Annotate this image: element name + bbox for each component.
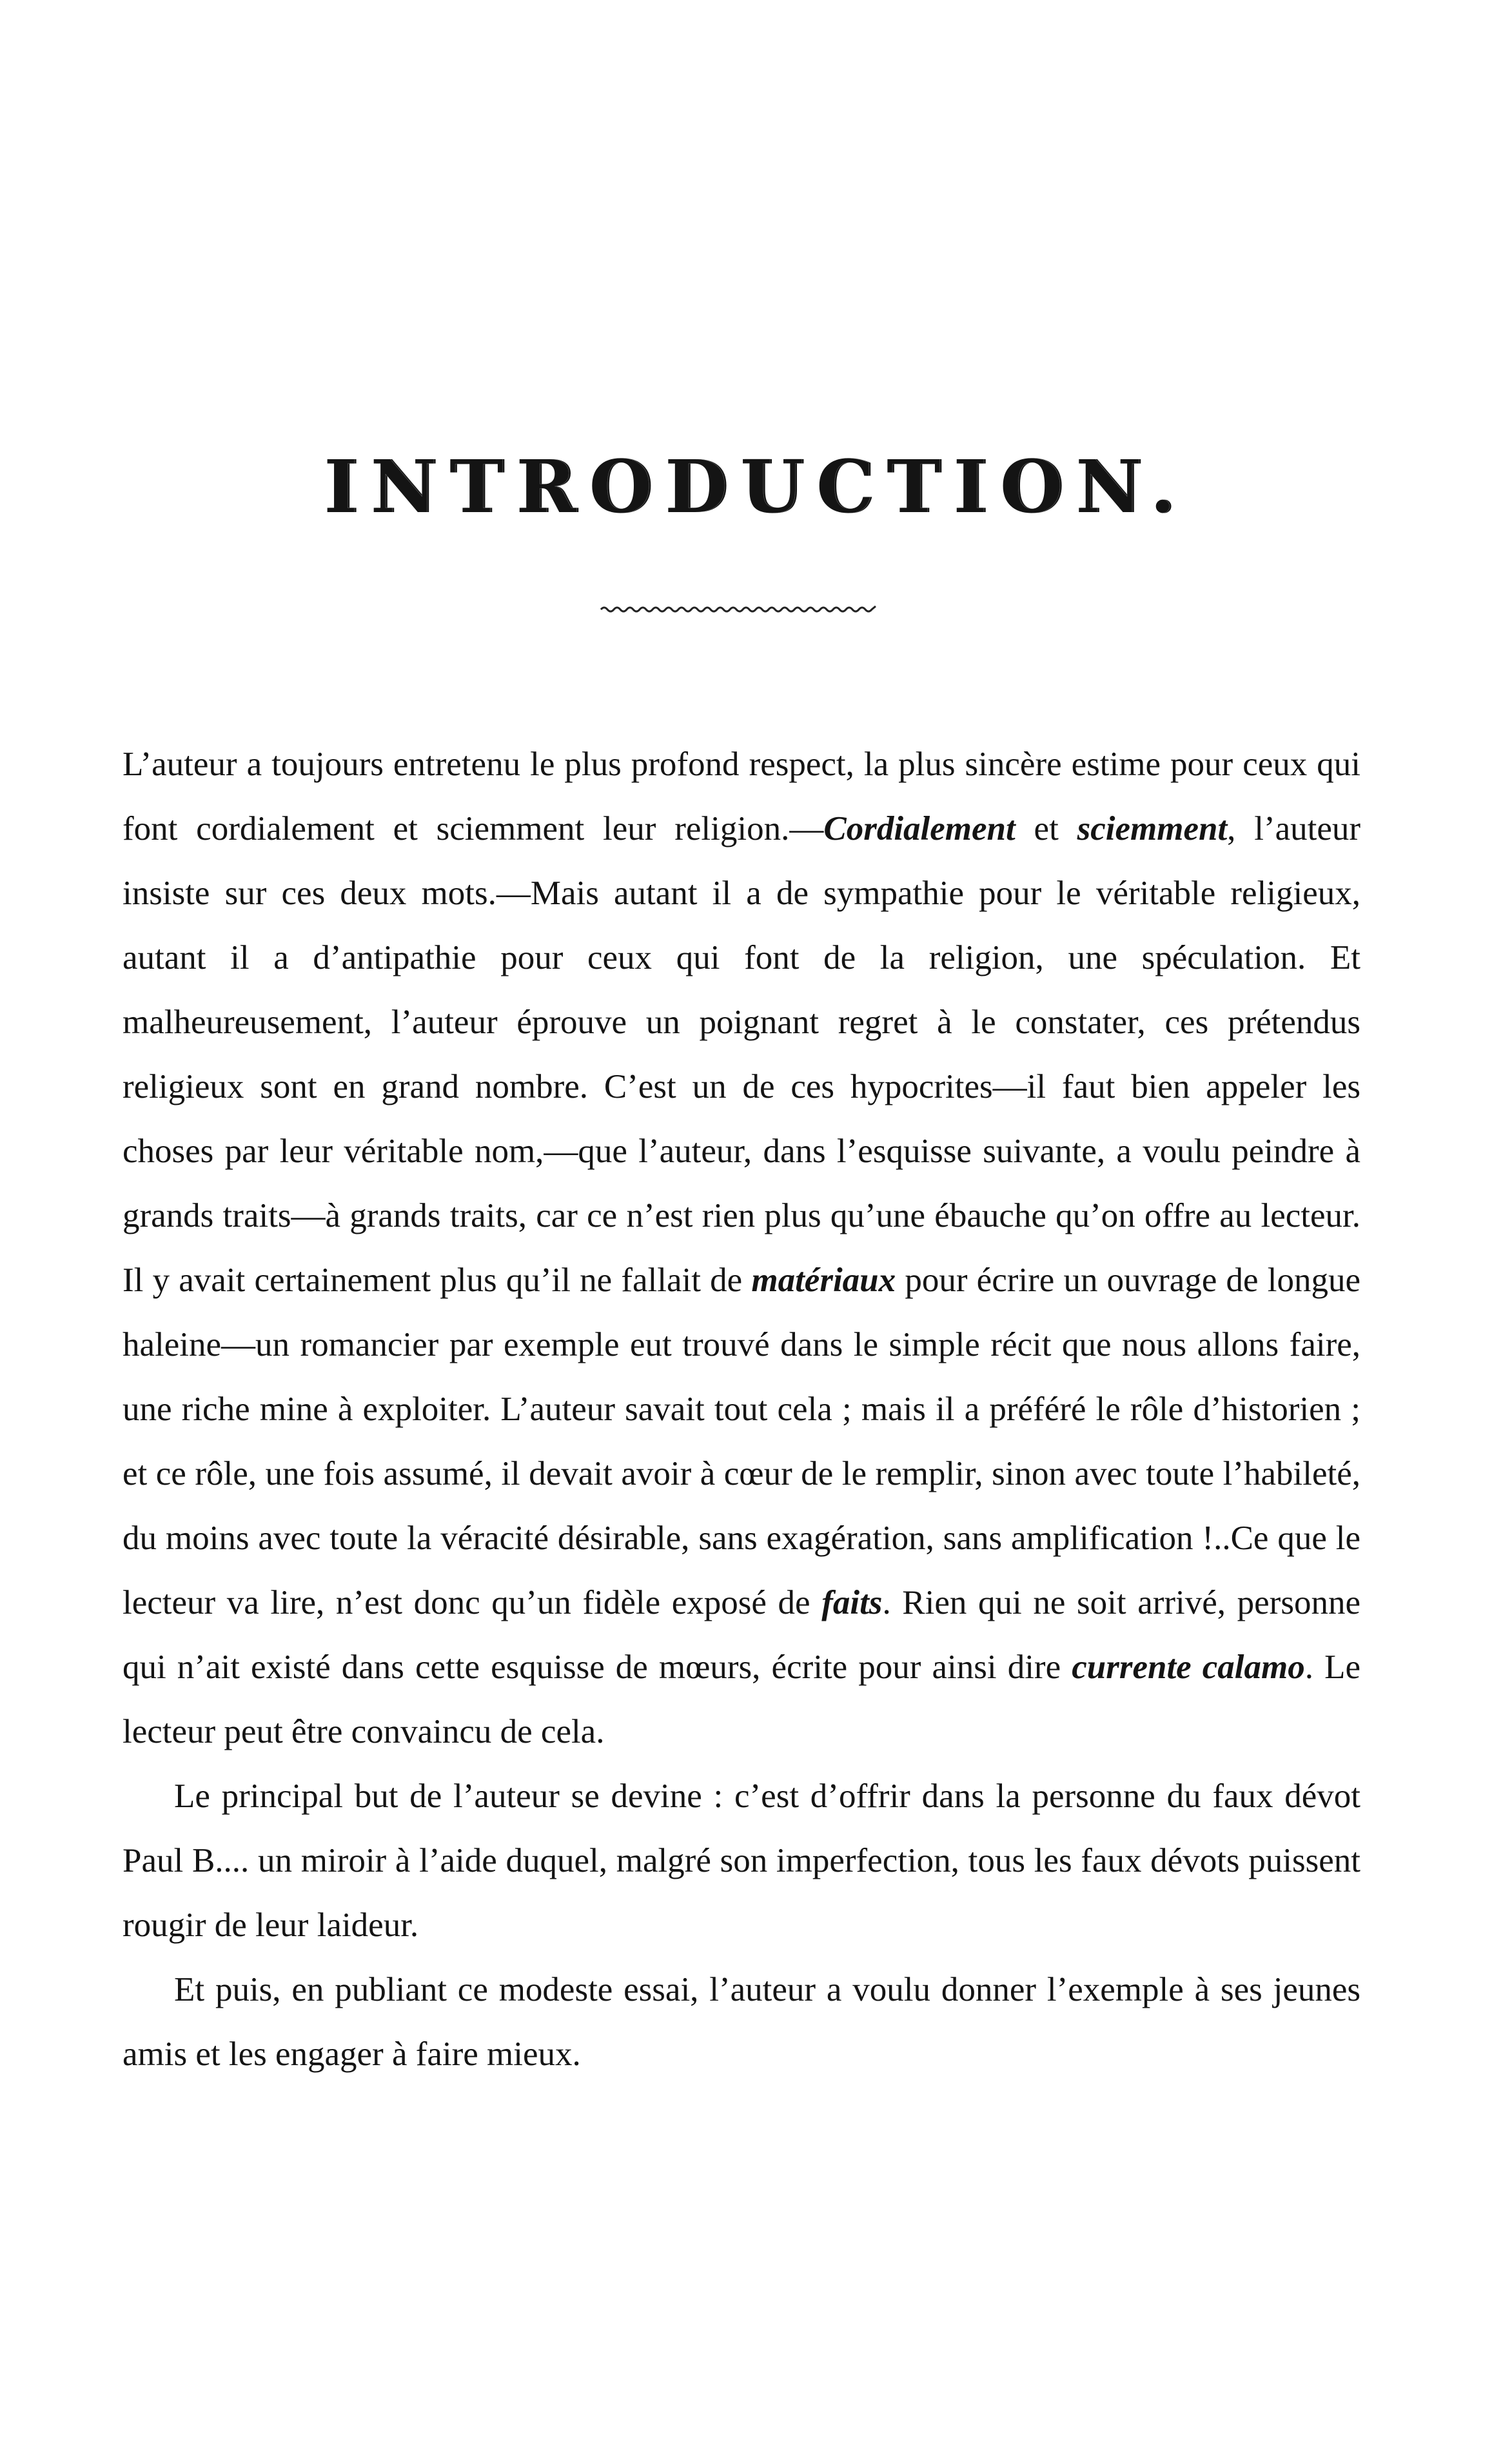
italic-text: matériaux: [751, 1262, 896, 1299]
text-run: pour écrire un ouvrage de longue haleine—un romancier par exemple eut trouvé dans le simple récit que nous allons faire, une riche mine à exploiter. L’auteur savait tout cela ; mais il a préféré le rôle d’historien ; et ce rôle, une fois assumé, il devait avoir à cœur de le remplir, sinon avec toute l’habileté, du moins avec toute la véracité désirable, sans exagération, sans amplification !..Ce que le lecteur va lire, n’est donc qu’un fidèle exposé de: [123, 1262, 1361, 1621]
text-run: Le principal but de l’auteur se devine : c’est d’offrir dans la personne du faux dévot Paul B.... un miroir à l’aide duquel, malgré son imperfection, tous les faux dévots puissent rougir de leur laideur.: [123, 1777, 1360, 1944]
text-run: L’auteur a toujours entretenu le plus profond respect, la plus sincère estime pour ceux qui font cordialement et sciemment leur religion.—: [123, 746, 1360, 847]
introduction-text: [123, 732, 1360, 2086]
italic-text: sciemment: [1077, 810, 1228, 847]
paragraph: [123, 732, 1360, 1764]
text-run: , l’auteur insiste sur ces deux mots.—Mais autant il a de sympathie pour le véritable religieux, autant il a d’antipathie pour ceux qui font de la religion, une spéculation. Et malheureusement, l’auteur éprouve un poignant regret à le constater, ces prétendus religieux sont en grand nombre. C’est un de ces hypocrites—il faut bien appeler les choses par leur véritable nom,—que l’auteur, dans l’esquisse suivante, a voulu peindre à grands traits—à grands traits, car ce n’est rien plus qu’une ébauche qu’on offre au lecteur. Il y avait certainement plus qu’il ne fallait de: [123, 810, 1361, 1299]
text-run: et: [1015, 810, 1077, 847]
italic-text: faits: [821, 1584, 883, 1621]
page-title: INTRODUCTION.: [324, 445, 1188, 530]
text-run: . Rien qui ne soit arrivé, personne qui n’ait existé dans cette esquisse de mœurs, écrite pour ainsi dire: [123, 1584, 1360, 1686]
italic-text: Cordialement: [823, 810, 1016, 847]
wavy-rule-ornament: [600, 600, 877, 619]
paragraph: [123, 1764, 1360, 1957]
italic-text: currente calamo: [1072, 1648, 1305, 1686]
paragraph: [123, 1957, 1360, 2086]
text-run: Et puis, en publiant ce modeste essai, l’auteur a voulu donner l’exemple à ses jeunes amis et les engager à faire mieux.: [123, 1971, 1360, 2073]
text-run: . Le lecteur peut être convaincu de cela.: [123, 1648, 1360, 1750]
